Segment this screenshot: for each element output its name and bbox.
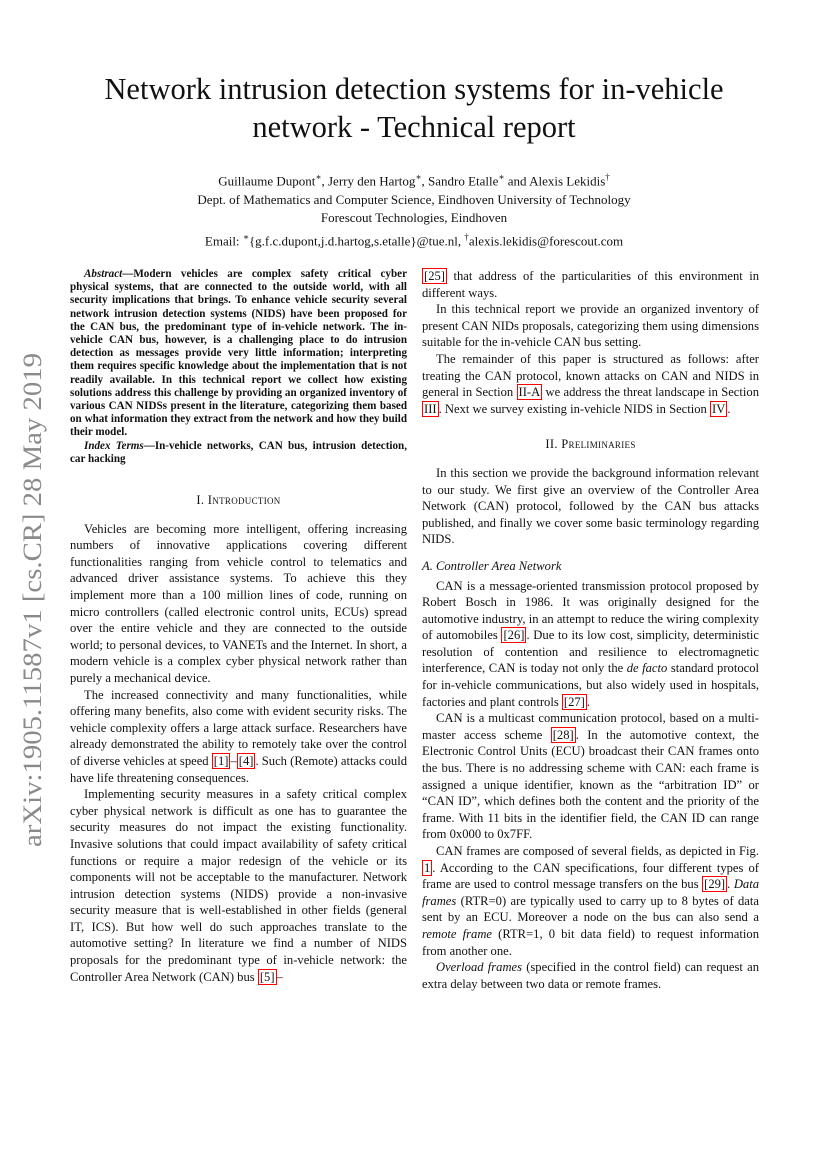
author-name: Sandro Etalle (427, 173, 499, 189)
continued-paragraph (422, 268, 759, 301)
paragraph-text: . According to the CAN specifications, four different types of frame are used to control message transfers on the bus (422, 860, 759, 892)
index-terms-label: Index Terms (84, 439, 144, 452)
paragraph-text: . Due to its low cost, simplicity, deterministic resolution of contention and resilience to electromagnetic interference, CAN is today not only the (422, 628, 759, 676)
abstract-text: —Modern vehicles are complex safety critical cyber physical systems, that are connected to the outside world, with all security implications that brings. To enhance vehicle security several network intrusion detection systems (NIDS) have been proposed for the CAN bus, the predominant type of in-vehicle network. The in-vehicle CAN bus, however, is a challenging place to do intrusion detection as messages provide very little information; interpreting them requires specific knowledge about the implementation that is not readily available. In this technical report we collect how existing solutions address this challenge by providing an organized inventory of various CAN NIDSs present in the literature, categorizing them based on what information they extract from the network and how they build their model. (70, 268, 407, 439)
paragraph-text: Implementing security measures in a safety critical complex cyber physical network is difficult as one has to guarantee the security measures do not impact the existing functionality. Invasive solutions that could impact availability of safety critical functions or require a major redesign of the vehicle or its components will not be acceptable to the manufacturer. Network intrusion detection systems (NIDS) provide a non-invasive security measure that is well-established in other fields (general IT, ICS). But how well do such approaches translate to the automotive setting? In literature we find a number of NIDS proposals for the predominant type of in-vehicle network: the Controller Area Network (CAN) bus (70, 787, 407, 984)
citation-link[interactable]: [27] (563, 694, 585, 709)
figure-link[interactable]: 1 (424, 860, 431, 875)
paper-title (40, 70, 788, 146)
emphasis-text: Overload frames (436, 960, 523, 975)
paragraph-text: . Next we survey existing in-vehicle NIDS in Section (438, 401, 711, 416)
author-block (40, 168, 788, 251)
can-paragraph-4 (422, 959, 759, 992)
citation-link[interactable]: [25] (424, 269, 445, 283)
title-line-1: Network intrusion detection systems for in-vehicle (104, 72, 724, 106)
emphasis-text: Data frames (422, 877, 759, 908)
author-name: Alexis Lekidis (529, 173, 606, 189)
email-tue: {g.f.c.dupont,j.d.hartog,s.etalle}@tue.nl, (248, 233, 465, 249)
paragraph-text: . (727, 877, 734, 892)
index-terms (70, 440, 407, 466)
intro-paragraph-1: Vehicles are becoming more intelligent, offering increasing numbers of innovative applications covering different functionalities ranging from vehicle control to telematics and advanced driver assistance systems. To achieve this they implement more than a 100 million lines of code, running on micro controllers (called electronic control units, ECUs) spread over the entire vehicle and they are connected to the outside world; to personal devices, to VANETs and the Internet. In short, a modern vehicle is a complex cyber physical network rather than purely a mechanical device. (70, 521, 407, 685)
email-forescout: alexis.lekidis@forescout.com (468, 233, 624, 249)
arxiv-identifier-text: arXiv:1905.11587v1 [cs.CR] 28 May 2019 (18, 400, 47, 847)
abstract (70, 268, 407, 440)
paragraph-text: standard protocol for in-vehicle communications, but also widely used in hospitals, factories and plant controls (422, 661, 759, 709)
paragraph-text: (RTR=0) are typically used to carry up to 8 bytes of data sent by an ECU. Moreover a node on the bus can also send a (422, 893, 759, 925)
section-heading-preliminaries: II. Preliminaries (545, 437, 636, 452)
citation-link[interactable]: [5] (259, 969, 275, 984)
author-separator: and (504, 173, 530, 189)
citation-dash: – (276, 969, 283, 984)
subsection-heading-can: A. Controller Area Network (422, 558, 562, 573)
affiliation-mark: ∗ (242, 231, 249, 242)
preliminaries-paragraph: In this section we provide the background information relevant to our study. We first give an overview of the Controller Area Network (CAN) protocol, followed by the CAN bus attacks published, and finally we cover some basic terminology regarding NIDS. (422, 465, 759, 547)
affiliation-2: Forescout Technologies, Eindhoven (320, 210, 508, 226)
paragraph-text: (specified in the control field) can request an extra delay between two data or remote frames. (422, 960, 759, 991)
intro-paragraph-3 (70, 786, 407, 985)
paragraph-text: CAN frames are composed of several fields, as depicted in Fig. (436, 844, 759, 858)
affiliation-mark: † (605, 172, 610, 182)
paragraph-text: CAN is a message-oriented transmission protocol proposed by Robert Bosch in 1986. It was originally designed for the automotive industry, in an attempt to reduce the wiring complexity of automobiles (422, 578, 759, 643)
citation-link[interactable]: [1] (213, 753, 229, 768)
paragraph-text: we address the threat landscape in Section (542, 385, 759, 400)
email-prefix: Email: (204, 233, 243, 249)
affiliation-mark: ∗ (498, 172, 505, 182)
title-line-2: network - Technical report (252, 110, 576, 144)
section-link[interactable]: III (424, 401, 437, 416)
index-terms-text: —In-vehicle networks, CAN bus, intrusion detection, car hacking (70, 439, 407, 465)
affiliation-1: Dept. of Mathematics and Computer Science, Eindhoven University of Technology (197, 191, 631, 207)
abstract-label: Abstract (84, 268, 123, 280)
author-name: Jerry den Hartog (328, 173, 416, 189)
author-name: Guillaume Dupont (218, 173, 316, 189)
citation-link[interactable]: [26] (503, 628, 525, 643)
author-separator: , (321, 173, 328, 189)
author-separator: , (421, 173, 428, 189)
paragraph-text: . (586, 694, 591, 709)
emphasis-text: remote frame (422, 926, 493, 941)
citation-dash: – (230, 753, 237, 768)
paragraph-text: . Such (Remote) attacks could have life threatening consequences. (70, 753, 408, 785)
paragraph-text: The increased connectivity and many functionalities, while offering many benefits, also come with evident security risks. The vehicle complexity offers a large attack surface. Researchers have already demonstrated the ability to remotely take over the control of diverse vehicles at speed (70, 687, 407, 768)
left-column (70, 268, 407, 985)
section-link[interactable]: IV (712, 401, 726, 416)
email-line (40, 228, 788, 251)
citation-link[interactable]: [4] (238, 753, 254, 768)
section-link[interactable]: II-A (518, 385, 541, 400)
can-paragraph-2 (422, 710, 759, 843)
paragraph-text: . In the automotive context, the Electronic Control Units (ECU) broadcast their CAN frames onto the bus. There is no addressing scheme with CAN: each frame is assigned a unique identifier, known as the “arbitration ID” or “CAN ID”, which defines both the content and the priority of the frame. With 11 bits in the identifier field, the CAN ID can range from 0x000 to 0x7FF. (422, 727, 759, 842)
section-heading-introduction: I. Introduction (196, 493, 281, 508)
citation-link[interactable]: [29] (704, 877, 726, 892)
affiliation-mark: ∗ (415, 172, 422, 182)
paragraph-text: . (727, 401, 731, 416)
author-names (40, 168, 788, 191)
paragraph-text: (RTR=1, 0 bit data field) to request information from another one. (422, 926, 759, 958)
paragraph-text: CAN is a multicast communication protocol, based on a multi-master access scheme (422, 711, 759, 742)
affiliation-mark: † (464, 231, 469, 242)
citation-link[interactable]: [28] (552, 727, 574, 742)
paragraph-text: that address of the particularities of this environment in different ways. (422, 269, 759, 300)
affiliation-mark: ∗ (315, 172, 322, 182)
paragraph-text: The remainder of this paper is structured as follows: after treating the CAN protocol, known attacks on CAN and NIDS in general in Section (422, 351, 759, 400)
right-column (422, 268, 759, 992)
structure-paragraph (422, 351, 759, 417)
can-paragraph-1 (422, 578, 759, 711)
intro-paragraph-2 (70, 687, 407, 787)
report-paragraph: In this technical report we provide an organized inventory of present CAN NIDs proposals, categorizing them using dimensions suitable for the in-vehicle CAN bus setting. (422, 302, 759, 350)
arxiv-identifier (14, 350, 50, 850)
can-paragraph-3 (422, 843, 759, 959)
emphasis-text: de facto (626, 661, 668, 676)
